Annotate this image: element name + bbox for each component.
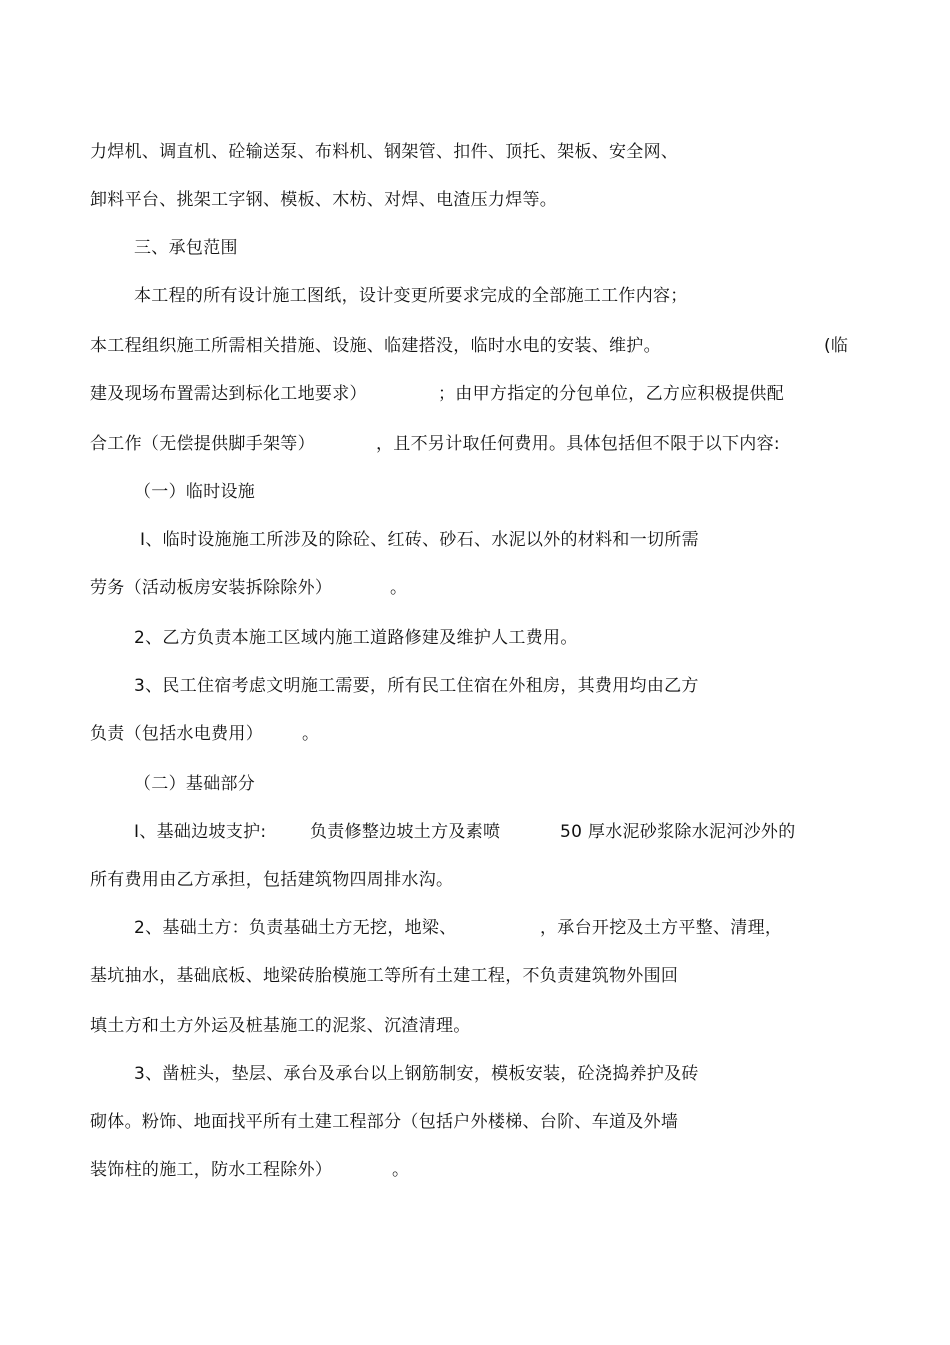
text-line-7b: ，且不另计取任何费用。具体包括但不限于以下内容:: [376, 434, 780, 454]
text-line-10b: 。: [390, 578, 408, 598]
text-line-6: 建及现场布置需达到标化工地要求）: [90, 384, 367, 404]
text-line-22b: 。: [392, 1160, 410, 1180]
subheading-temporary-facilities: （一）临时设施: [134, 482, 256, 502]
text-line-5b: (临: [824, 336, 849, 356]
text-line-13: 负责（包括水电费用）: [90, 724, 263, 744]
text-line-16: 所有费用由乙方承担，包括建筑物四周排水沟。: [90, 870, 454, 890]
text-line-17b: ，承台开挖及土方平整、清理，: [540, 918, 783, 938]
text-line-5: 本工程组织施工所需相关措施、设施、临建搭没，临时水电的安装、维护。: [90, 336, 661, 356]
subheading-foundation: （二）基础部分: [134, 774, 256, 794]
text-line-13b: 。: [302, 724, 320, 744]
text-line-12: 3、民工住宿考虑文明施工需要，所有民工住宿在外租房，其费用均由乙方: [134, 676, 699, 696]
text-line-6b: ；由甲方指定的分包单位，乙方应积极提供配: [438, 384, 784, 404]
text-line-4: 本工程的所有设计施工图纸，设计变更所要求完成的全部施工工作内容；: [134, 286, 688, 306]
text-line-22: 装饰柱的施工，防水工程除外）: [90, 1160, 333, 1180]
section-heading-scope: 三、承包范围: [134, 238, 238, 258]
text-line-10: 劳务（活动板房安装拆除除外）: [90, 578, 333, 598]
text-line-20: 3、凿桩头，垫层、承台及承台以上钢筋制安，模板安装，砼浇捣养护及砖: [134, 1064, 699, 1084]
text-line-9: I、临时设施施工所涉及的除砼、红砖、砂石、水泥以外的材料和一切所需: [140, 530, 699, 550]
text-line-15c: 50 厚水泥砂浆除水泥河沙外的: [560, 822, 796, 842]
text-line-21: 砌体。粉饰、地面找平所有土建工程部分（包括户外楼梯、台阶、车道及外墙: [90, 1112, 679, 1132]
text-line-15b: 负责修整边坡土方及素喷: [310, 822, 501, 842]
text-line-11: 2、乙方负责本施工区域内施工道路修建及维护人工费用。: [134, 628, 578, 648]
text-line-18: 基坑抽水，基础底板、地梁砖胎模施工等所有土建工程，不负责建筑物外围回: [90, 966, 679, 986]
text-line-15a: I、基础边坡支护:: [134, 822, 267, 842]
text-line-1: 力焊机、调直机、砼输送泵、布料机、钢架管、扣件、顶托、架板、安全网、: [90, 142, 679, 162]
text-line-2: 卸料平台、挑架工字钢、模板、木枋、对焊、电渣压力焊等。: [90, 190, 558, 210]
text-line-17a: 2、基础土方：负责基础土方无挖，地梁、: [134, 918, 457, 938]
text-line-19: 填土方和土方外运及桩基施工的泥浆、沉渣清理。: [90, 1016, 471, 1036]
text-line-7: 合工作（无偿提供脚手架等）: [90, 434, 315, 454]
